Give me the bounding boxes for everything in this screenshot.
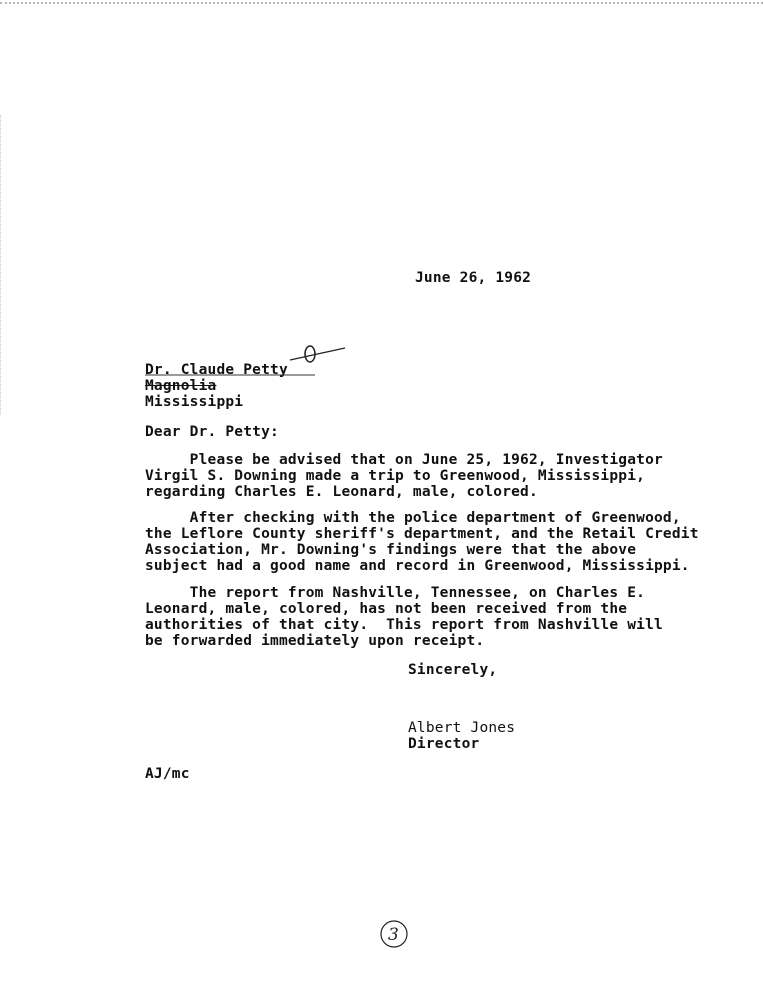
salutation: Dear Dr. Petty:: [145, 424, 279, 440]
paragraph-2-line-2: the Leflore County sheriff's department, and the Retail Credit: [145, 526, 699, 542]
paragraph-2-line-1: After checking with the police department of Greenwood,: [145, 510, 681, 526]
addressee-state: Mississippi: [145, 394, 244, 410]
page-number-mark: [378, 918, 410, 950]
signer-name: Albert Jones: [408, 720, 516, 736]
paragraph-1-line-3: regarding Charles E. Leonard, male, colored.: [145, 484, 538, 500]
left-margin-marks: [0, 115, 7, 415]
paragraph-3-line-2: Leonard, male, colored, has not been received from the: [145, 601, 628, 617]
letter-date: June 26, 1962: [415, 270, 532, 286]
paragraph-1-line-1: Please be advised that on June 25, 1962, Investigator: [145, 452, 663, 468]
handwritten-zero-mark-icon: [285, 340, 350, 375]
addressee-city: Magnolia: [145, 378, 217, 394]
paragraph-1-line-2: Virgil S. Downing made a trip to Greenwood, Mississippi,: [145, 468, 646, 484]
page-number-text: 3: [388, 925, 399, 945]
typist-initials: AJ/mc: [145, 766, 190, 782]
paragraph-2-line-3: Association, Mr. Downing's findings were that the above: [145, 542, 637, 558]
closing: Sincerely,: [408, 662, 498, 678]
top-edge-dots: [0, 2, 763, 10]
paragraph-3-line-1: The report from Nashville, Tennessee, on Charles E.: [145, 585, 646, 601]
signer-title: Director: [408, 736, 480, 752]
addressee-name: Dr. Claude Petty: [145, 362, 288, 378]
paragraph-3-line-4: be forwarded immediately upon receipt.: [145, 633, 485, 649]
paragraph-3-line-3: authorities of that city. This report from Nashville will: [145, 617, 663, 633]
paragraph-2-line-4: subject had a good name and record in Greenwood, Mississippi.: [145, 558, 690, 574]
